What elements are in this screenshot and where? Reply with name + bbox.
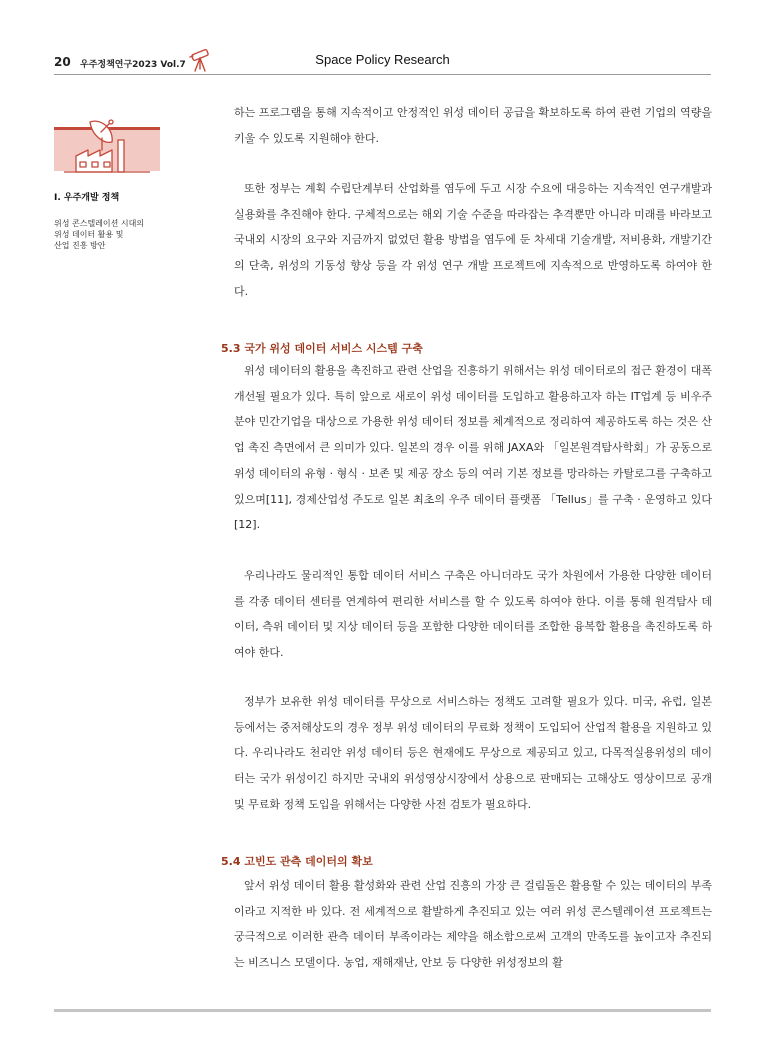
paragraph-5: 정부가 보유한 위성 데이터를 무상으로 서비스하는 정책도 고려할 필요가 있다. 미국, 유럽, 일본 등에서는 중저해상도의 경우 정부 위성 데이터의 무료화 정책이 도입되어 산업적 활용을 지원하고 있다. 우리나라도 천리안 위성 데이터 등은 현재에도 무상으로 제공되고 있고, 다목적실용위성의 데이터는 국가 위성이긴 하지만 국내외 위성영상시장에서 상용으로 판매되는 고해상도 영상이므로 공개 및 무료화 정책 도입을 위해서는 다양한 사전 검토가 필요하다. (234, 695, 712, 811)
paragraph-1: 하는 프로그램을 통해 지속적이고 안정적인 위성 데이터 공급을 확보하도록 하여 관련 기업의 역량을 키울 수 있도록 지원해야 한다. (234, 106, 712, 145)
section-heading-5-4: 5.4 고빈도 관측 데이터의 확보 (221, 855, 373, 868)
sidebar-description-line: 위성 콘스텔레이션 시대의 (54, 219, 145, 228)
footer-divider (54, 1009, 711, 1012)
paragraph-4: 우리나라도 물리적인 통합 데이터 서비스 구축은 아니더라도 국가 차원에서 가용한 다양한 데이터를 각종 데이터 센터를 연계하여 편리한 서비스를 할 수 있도록 하여야 한다. 이를 통해 원격탐사 데이터, 측위 데이터 및 지상 데이터 등을 포함한 다양한 데이터를 조합한 융복합 활용을 촉진하도록 하여야 한다. (234, 569, 712, 660)
page-number: 20 (54, 55, 71, 69)
sidebar-section-title: I. 우주개발 정책 (54, 193, 120, 203)
sidebar-description-line: 위성 데이터 활용 및 (54, 230, 124, 239)
paragraph-6: 앞서 위성 데이터 활용 활성화와 관련 산업 진흥의 가장 큰 걸림돌은 활용할 수 있는 데이터의 부족이라고 지적한 바 있다. 전 세계적으로 활발하게 추진되고 있는 여러 위성 콘스텔레이션 프로젝트는 궁극적으로 이러한 관측 데이터 부족이라는 제약을 해소함으로써 고객의 만족도를 높이고자 추진되는 비즈니스 모델이다. 농업, 재해재난, 안보 등 다양한 위성정보의 활 (234, 879, 712, 970)
paragraph-3: 위성 데이터의 활용을 촉진하고 관련 산업을 진흥하기 위해서는 위성 데이터로의 접근 환경이 대폭 개선될 필요가 있다. 특히 앞으로 새로이 위성 데이터를 도입하고 활용하고자 하는 IT업계 등 비우주 분야 민간기업을 대상으로 가용한 위성 데이터 정보를 체계적으로 정리하여 제공하도록 하는 것은 산업 촉진 측면에서 큰 의미가 있다. 일본의 경우 이를 위해 JAXA와 「일본원격탐사학회」가 공동으로 위성 데이터의 유형 · 형식 · 보존 및 제공 장소 등의 여러 기본 정보를 망라하는 카탈로그를 구축하고 있으며[11], 경제산업성 주도로 일본 최초의 우주 데이터 플랫폼 「Tellus」를 구축 · 운영하고 있다[12]. (234, 364, 712, 532)
running-header-title: Space Policy Research (315, 52, 450, 67)
section-heading-5-3: 5.3 국가 위성 데이터 서비스 시스템 구축 (221, 342, 423, 355)
paragraph-2: 또한 정부는 계획 수립단계부터 산업화를 염두에 두고 시장 수요에 대응하는 지속적인 연구개발과 실용화를 추진해야 한다. 구체적으로는 해외 기술 수준을 따라잡는 추격뿐만 아니라 미래를 바라보고 국내외 시장의 요구와 지금까지 없었던 활용 방법을 염두에 둔 차세대 기술개발, 저비용화, 개발기간의 단축, 위성의 기동성 향상 등을 각 위성 연구 개발 프로젝트에 지속적으로 반영하도록 하여야 한다. (234, 182, 712, 298)
journal-name: 우주정책연구2023 Vol.7 (80, 60, 186, 70)
body-text-column (221, 0, 712, 1063)
sidebar-description-line: 산업 진흥 방안 (54, 241, 106, 250)
satellite-dish-factory-illustration (54, 118, 160, 178)
sidebar-description (54, 218, 144, 251)
